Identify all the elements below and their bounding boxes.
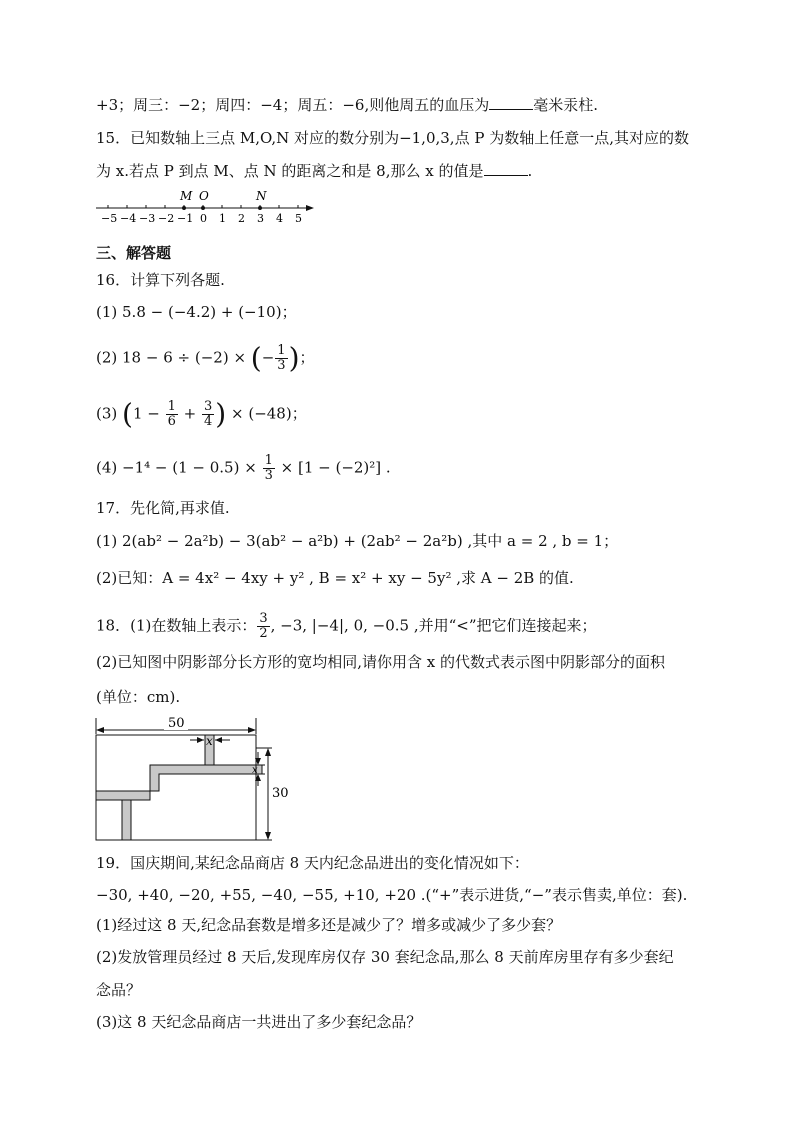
fraction-denominator: 3 [264, 468, 273, 483]
outer-rectangle [96, 735, 256, 840]
q14-tail-text: +3；周三：−2；周四：−4；周五：−6,则他周五的血压为 [96, 96, 490, 114]
height-label: 30 [272, 786, 289, 801]
axis-tick-label: −3 [139, 212, 156, 225]
fraction-numerator: 1 [264, 453, 273, 468]
q16-part-4 [96, 454, 391, 483]
axis-tick-label: −1 [177, 212, 194, 225]
q18-part-2-line-2: (单位：cm). [96, 688, 181, 706]
q15-line-2 [96, 161, 532, 181]
q16-title: 16．计算下列各题. [96, 271, 225, 289]
fraction [275, 344, 287, 373]
answer-blank [489, 95, 533, 110]
fraction [263, 454, 275, 483]
section-heading: 三、解答题 [96, 244, 172, 262]
q17-part-2: (2)已知：A = 4x² − 4xy + y² , B = x² + xy − 5y² ,求 A − 2B 的值. [96, 569, 574, 587]
axis-tick-label: −4 [120, 212, 137, 225]
q19-part-1: (1)经过这 8 天,纪念品套数是增多还是减少了？增多或减少了多少套？ [96, 916, 562, 934]
q16-part-2-text: (2) 18 − 6 ÷ (−2) × [96, 348, 251, 367]
point-m [182, 206, 186, 210]
axis-tick-label: −5 [101, 212, 118, 225]
number-line-figure [92, 186, 322, 230]
paren-open: ( [250, 341, 262, 375]
q18-part-1 [96, 612, 597, 641]
q18-part-1-tail: , −3, |−4|, 0, −0.5 ,并用“<”把它们连接起来； [270, 616, 597, 635]
fraction-denominator: 4 [204, 414, 213, 429]
rectangle-figure [90, 712, 300, 842]
point-n [258, 206, 262, 210]
q16-part-1: (1) 5.8 − (−4.2) + (−10)； [96, 303, 297, 321]
q18-part-1-text: 18．(1)在数轴上表示： [96, 616, 257, 635]
q19-part-3: (3)这 8 天纪念品商店一共进出了多少套纪念品？ [96, 1013, 422, 1031]
point-o [201, 206, 205, 210]
q18-part-2-line-1: (2)已知图中阴影部分长方形的宽均相同,请你用含 x 的代数式表示图中阴影部分的面积 [96, 653, 666, 671]
axis-tick-label: 2 [238, 212, 245, 225]
q19-title: 19．国庆期间,某纪念品商店 8 天内纪念品进出的变化情况如下： [96, 854, 529, 872]
q16-part-2: (2) 18 − 6 ÷ (−2) × (− $\frac{1}{3}$ )； [96, 341, 315, 375]
paren-close: ) [288, 341, 300, 375]
axis-tick-label: 3 [257, 212, 264, 225]
q15-line-1: 15．已知数轴上三点 M,O,N 对应的数分别为−1,0,3,点 P 为数轴上任意一点,其对应的数 [96, 129, 689, 147]
label-n: N [256, 189, 267, 203]
number-line-arrow [306, 205, 314, 211]
fraction [257, 612, 269, 641]
q14-unit-text: 毫米汞柱. [533, 96, 598, 114]
label-m: M [180, 189, 193, 203]
q17-part-1: (1) 2(ab² − 2a²b) − 3(ab² − a²b) + (2ab² − 2a²b) ,其中 a = 2 , b = 1； [96, 532, 619, 550]
q16-part-3: (3) (1 − $\frac{1}{6}$ + $\frac{3}{4}$ ) × (−48)； [96, 397, 307, 431]
fraction-denominator: 3 [277, 358, 286, 373]
q16-part-3-tail: × (−48)； [231, 404, 307, 423]
fraction-denominator: 2 [259, 626, 268, 641]
q16-part-4-tail: × [1 − (−2)²] . [280, 458, 391, 477]
fraction-denominator: 6 [167, 414, 176, 429]
fraction-numerator: 1 [167, 399, 176, 414]
label-o: O [199, 189, 209, 203]
continued-question-line [96, 95, 598, 115]
q15-period: . [527, 162, 533, 180]
answer-blank [484, 161, 528, 176]
axis-tick-label: 5 [295, 212, 302, 225]
axis-tick-label: 0 [200, 212, 207, 225]
shaded-region [96, 735, 262, 840]
fraction-numerator: 1 [277, 343, 286, 358]
fraction-numerator: 3 [259, 611, 268, 626]
q19-part-2-line-2: 念品？ [96, 981, 142, 999]
fraction [202, 400, 214, 429]
q16-part-4-text: (4) −1⁴ − (1 − 0.5) × [96, 458, 262, 477]
x-label-right: x [252, 765, 258, 776]
q19-part-2-line-1: (2)发放管理员经过 8 天后,发现库房仅存 30 套纪念品,那么 8 天前库房里存有多少套纪 [96, 948, 674, 966]
axis-tick-label: 1 [219, 212, 226, 225]
fraction-numerator: 3 [204, 399, 213, 414]
q17-title: 17．先化简,再求值. [96, 499, 230, 517]
q15-question-text: 为 x.若点 P 到点 M、点 N 的距离之和是 8,那么 x 的值是 [96, 162, 484, 180]
q16-part-3-text: (3) [96, 404, 123, 423]
x-label-top: x [206, 734, 213, 748]
fraction [166, 400, 178, 429]
axis-tick-label: 4 [276, 212, 283, 225]
axis-tick-label: −2 [158, 212, 175, 225]
q19-data: −30, +40, −20, +55, −40, −55, +10, +20 .(“+”表示进货,“−”表示售卖,单位：套). [96, 886, 688, 904]
paren-open: ( [122, 397, 133, 431]
width-label: 50 [168, 716, 185, 731]
paren-close: ) [215, 397, 227, 431]
